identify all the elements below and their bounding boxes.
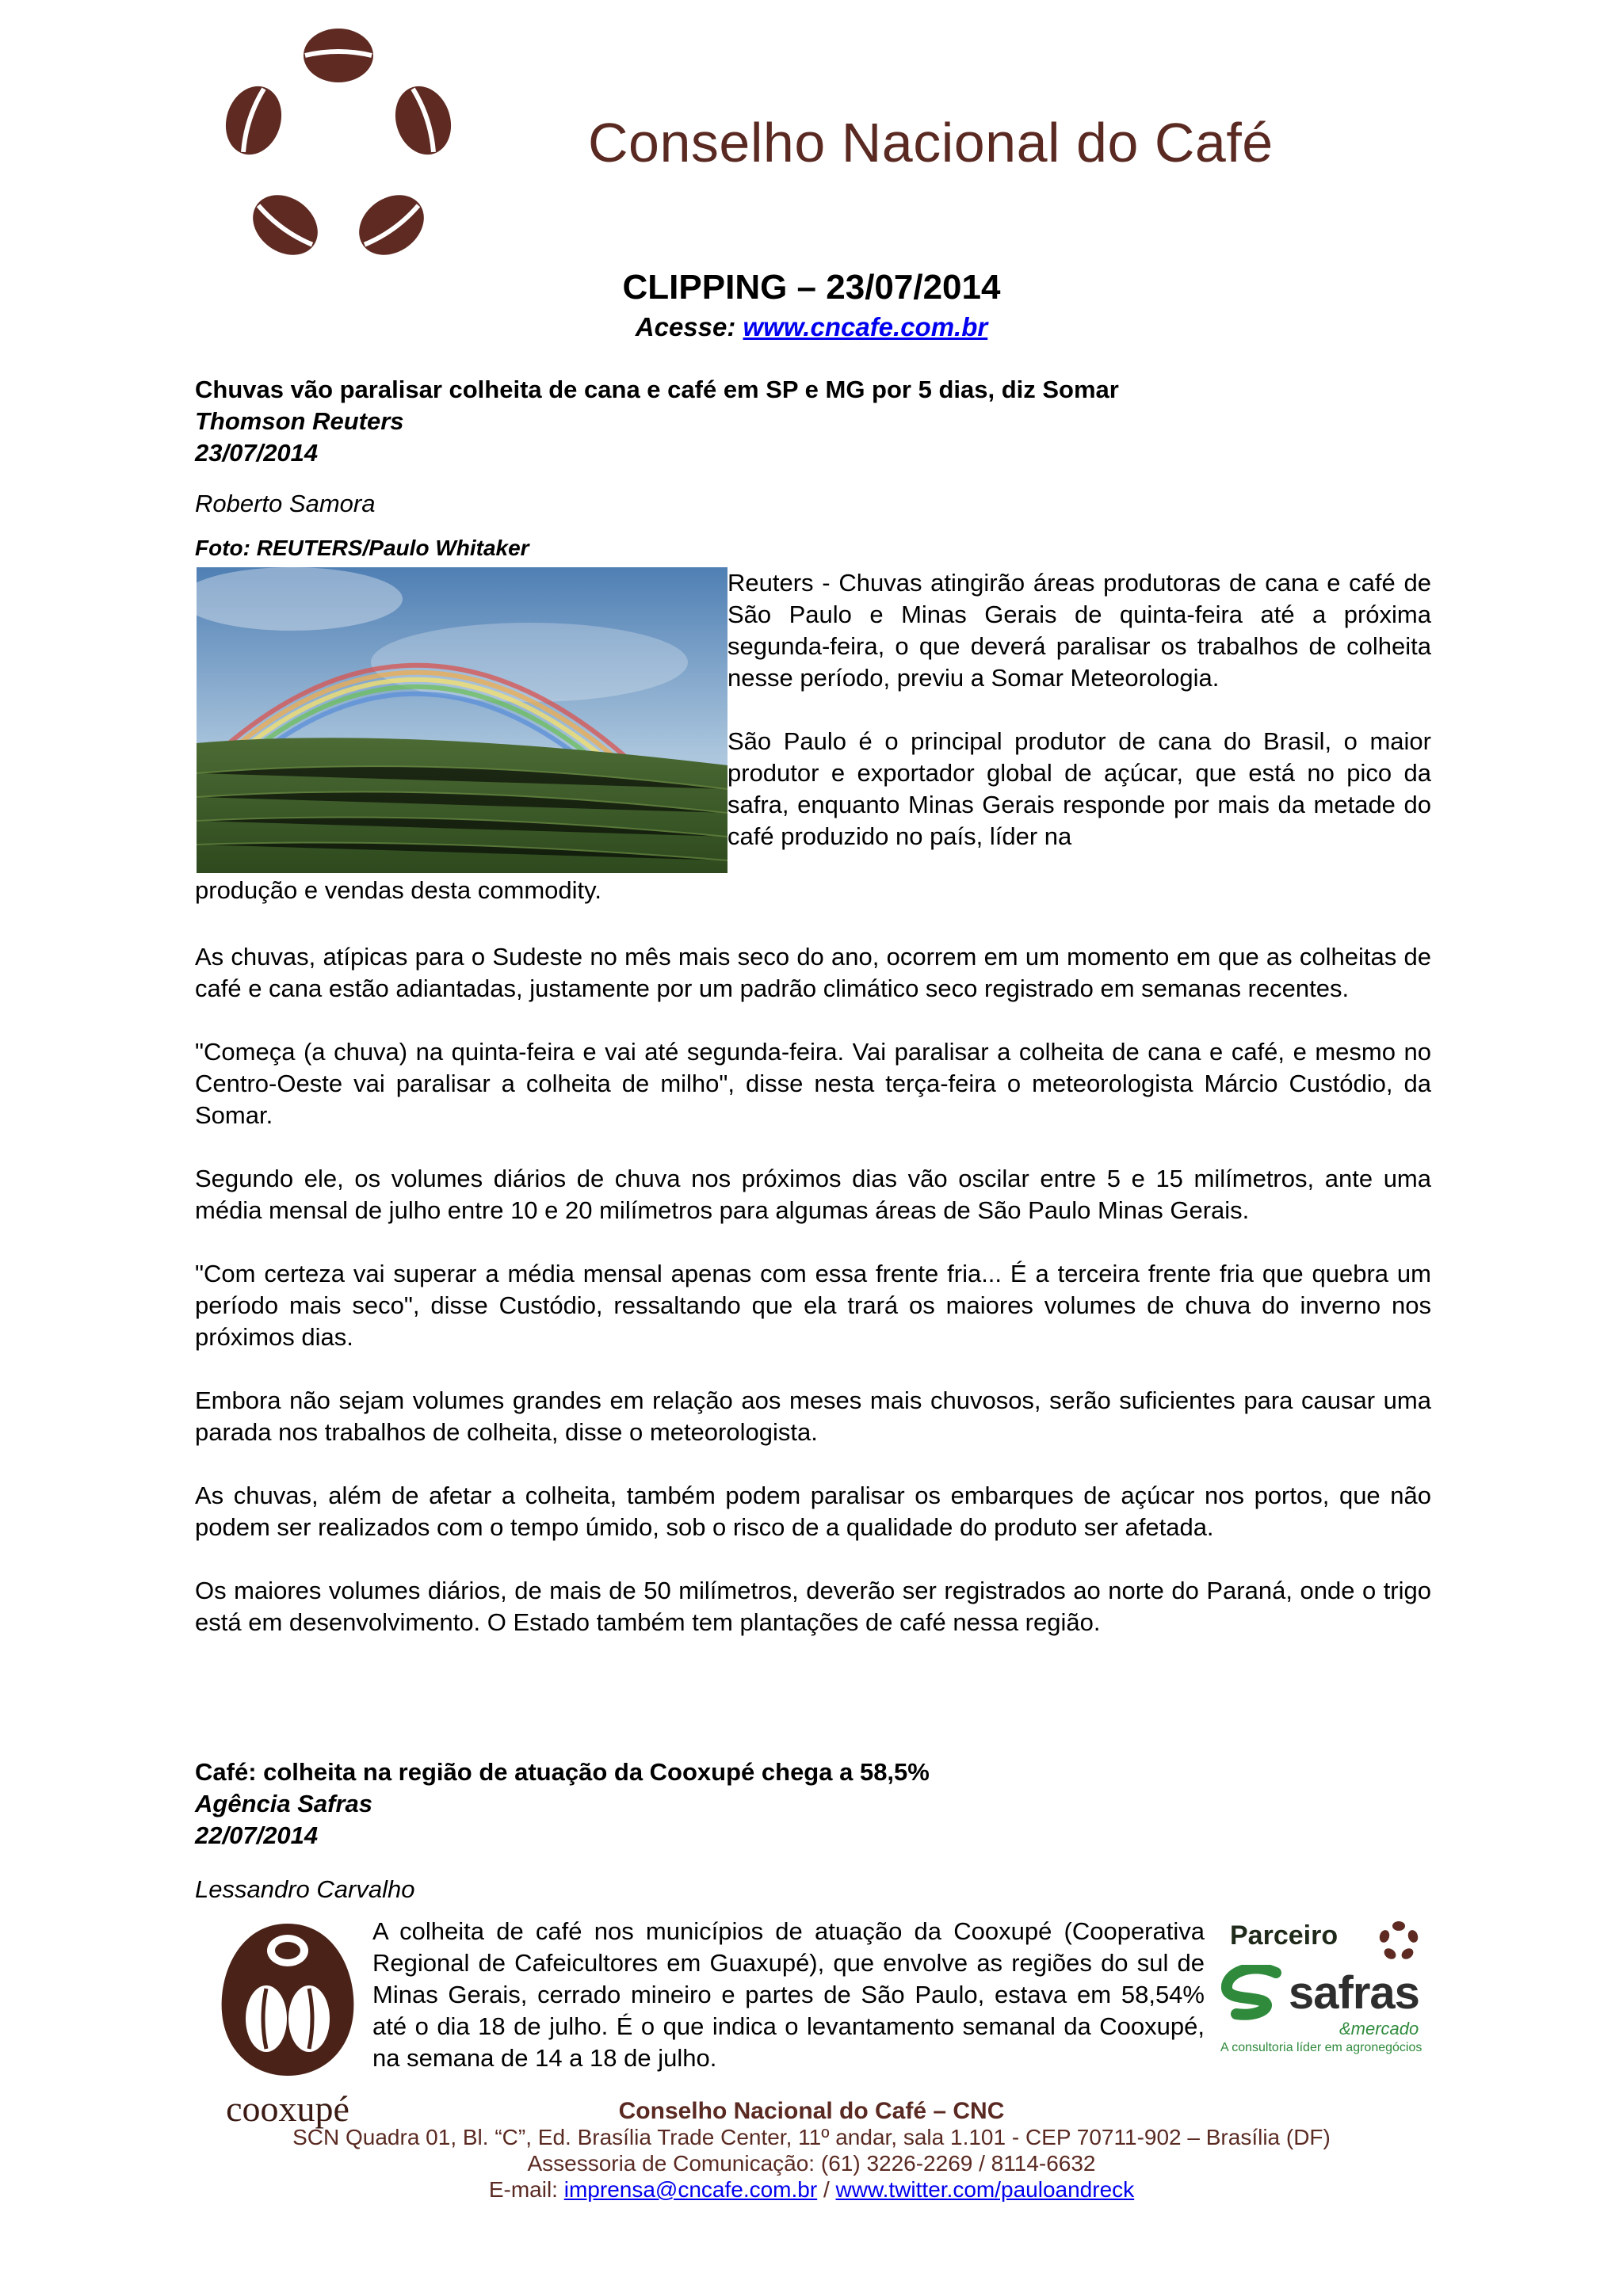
article1-headline: Chuvas vão paralisar colheita de cana e café em SP e MG por 5 dias, diz Somar [195,376,1119,403]
article1-photo-credit: Foto: REUTERS/Paulo Whitaker [195,536,529,560]
org-title: Conselho Nacional do Café [588,112,1274,174]
footer-address: SCN Quadra 01, Bl. “C”, Ed. Brasília Trade Center, 11º andar, sala 1.101 - CEP 70711-902 – Brasília (DF) [292,2125,1331,2149]
article1-paragraph-9: Os maiores volumes diários, de mais de 50 milímetros, deverão ser registrados ao norte do Paraná, onde o trigo está em desenvolvimento. O Estado também tem plantações de café nessa região. [195,1577,1431,1636]
article1-body [195,941,1431,1670]
article1-header [195,374,1431,564]
footer-email-label: E-mail: [488,2177,564,2202]
partner-beans-icon [1377,1919,1420,1962]
partner-sub: &mercado [1339,2019,1419,2039]
footer [0,2098,1623,2203]
article1-author: Roberto Samora [195,490,376,517]
article2-body [372,1916,1205,2074]
clipping-title: CLIPPING – 23/07/2014 [622,268,1001,307]
site-link[interactable]: www.cncafe.com.br [743,312,988,341]
article2-date: 22/07/2014 [195,1821,319,1849]
article1-paragraph-5: Segundo ele, os volumes diários de chuva nos próximos dias vão oscilar entre 5 e 15 milímetros, ante uma média mensal de julho entre 10 e 20 milímetros para algumas áreas de São Paulo Minas Gerais. [195,1165,1431,1224]
article2-headline: Café: colheita na região de atuação da Cooxupé chega a 58,5% [195,1758,930,1786]
article1-paragraph-4: "Começa (a chuva) na quinta-feira e vai até segunda-feira. Vai paralisar a colheita de cana e café, e mesmo no Centro-Oeste vai paralisar a colheita de milho", disse nesta terça-feira o meteorologista Márcio Custódio, da Somar. [195,1038,1431,1129]
partner-brand: safras [1289,1967,1419,2019]
footer-phone: Assessoria de Comunicação: (61) 3226-2269 / 8114-6632 [527,2151,1096,2176]
article1-paragraph-2: São Paulo é o principal produtor de cana do Brasil, o maior produtor e exportador global de açúcar, que está no pico da safra, enquanto Minas Gerais responde por mais da metade do café produzido no país, líder na [727,727,1431,850]
footer-email-link[interactable]: imprensa@cncafe.com.br [563,2177,818,2202]
article1-source: Thomson Reuters [195,407,404,435]
article2-source: Agência Safras [195,1790,372,1817]
article1-paragraph-8: As chuvas, além de afetar a colheita, também podem paralisar os embarques de açúcar nos portos, que não podem ser realizados com o tempo úmido, sob o risco de a qualidade do produto ser afetada. [195,1482,1431,1541]
footer-twitter-link[interactable]: www.twitter.com/pauloandreck [835,2177,1135,2202]
footer-org-name: Conselho Nacional do Café – CNC [618,2098,1005,2124]
article1-paragraph-7: Embora não sejam volumes grandes em relação aos meses mais chuvosos, serão suficientes para causar uma parada nos trabalhos de colheita, disse o meteorologista. [195,1386,1431,1446]
safras-swoosh-icon [1220,1965,1287,2020]
cooxupe-wordmark: cooxupé [226,2088,349,2129]
partner-safras-badge [1212,1914,1431,2061]
access-line [0,312,1623,342]
article2-paragraph-1: A colheita de café nos municípios de atuação da Cooxupé (Cooperativa Regional de Cafeicultores em Guaxupé), que envolve as regiões do sul de Minas Gerais, cerrado mineiro e partes de São Paulo, estava em 58,54% até o dia 18 de julho. É o que indica o levantamento semanal da Cooxupé, na semana de 14 a 18 de julho. [372,1917,1205,2072]
article1-body-right [727,567,1431,852]
article1-paragraph-3: As chuvas, atípicas para o Sudeste no mês mais seco do ano, ocorrem em um momento em que as colheitas de café e cana estão adiantadas, justamente por um padrão climático seco registrado em semanas recentes. [195,943,1431,1002]
article1-paragraph-6: "Com certeza vai superar a média mensal apenas com essa frente fria... É a terceira frente fria que quebra um período mais seco", disse Custódio, ressaltando que ela trará os maiores volumes de chuva do inverno nos próximos dias. [195,1260,1431,1351]
article1-paragraph-2-tail: produção e vendas desta commodity. [195,876,601,904]
article1-date: 23/07/2014 [195,439,319,467]
footer-contacts [0,2176,1623,2203]
access-label: Acesse: [635,312,743,341]
cnc-logo-icon [216,17,461,271]
coffee-bean-logo-icon [204,1917,371,2084]
article2-author: Lessandro Carvalho [195,1875,415,1903]
partner-tagline: A consultoria líder em agronegócios [1220,2041,1423,2054]
article2-header [195,1756,1431,1905]
article1-paragraph-1: Reuters - Chuvas atingirão áreas produtoras de cana e café de São Paulo e Minas Gerais de quinta-feira até a próxima segunda-feira, o que deverá paralisar os trabalhos de colheita nesse período, previu a Somar Meteorologia. [727,569,1431,692]
cooxupe-logo [204,1917,371,2129]
footer-separator: / [817,2177,836,2202]
rainbow-field-photo [197,567,727,873]
partner-label: Parceiro [1230,1920,1338,1951]
